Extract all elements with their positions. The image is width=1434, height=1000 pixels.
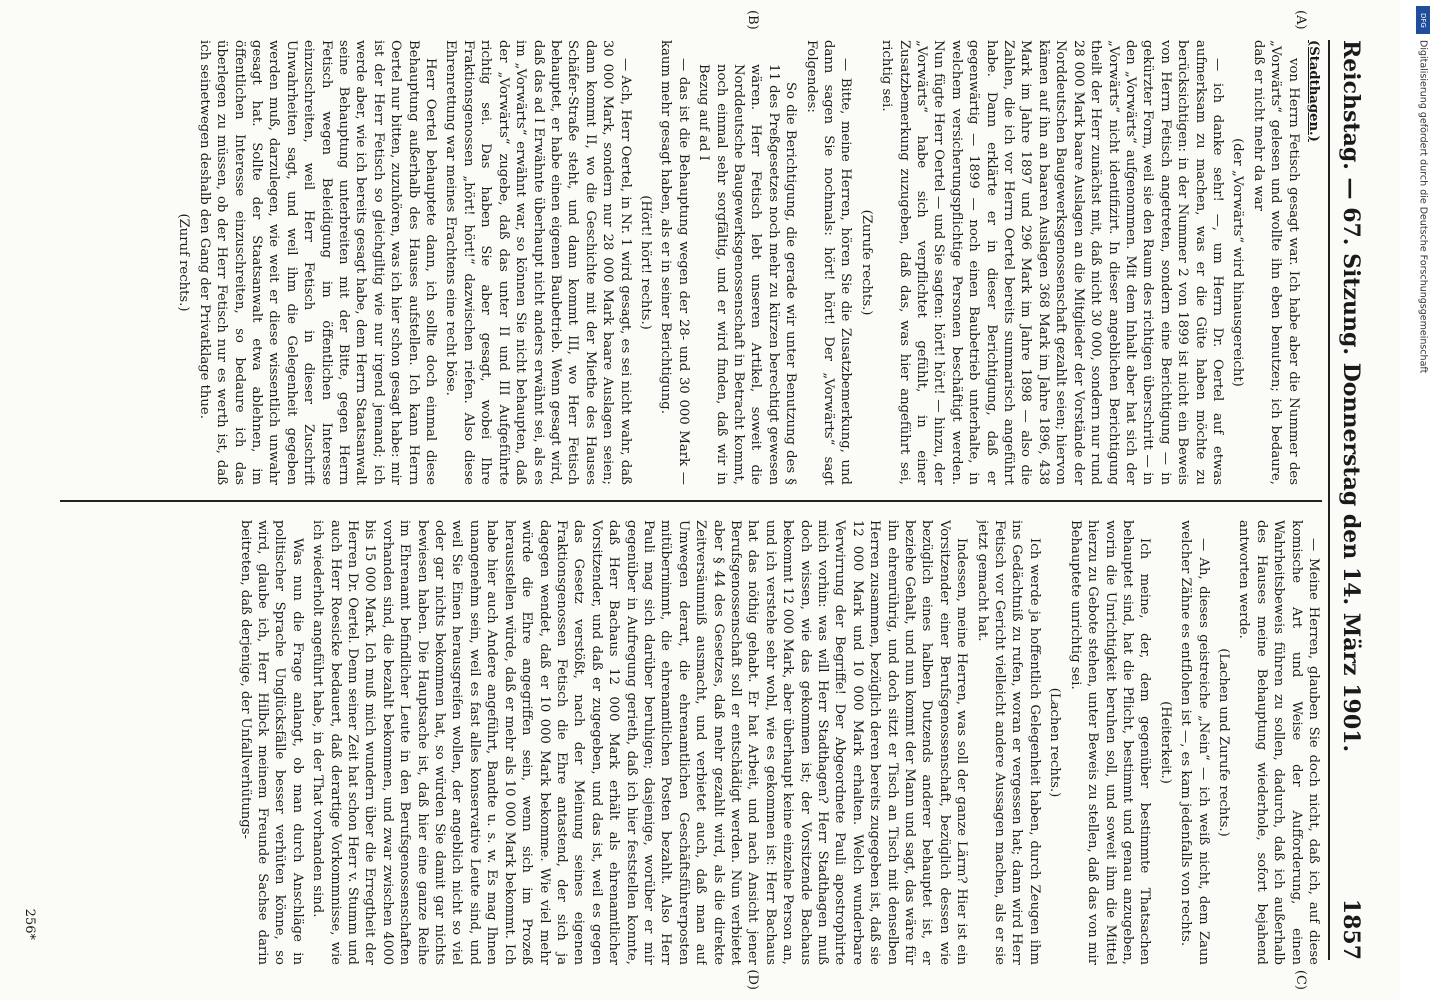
- speaker-label: (Stadthagen.): [1306, 40, 1321, 142]
- quoted-paragraph: So die Berichtigung, die gerade wir unter Benutzung des § 11 des Preßgesetzes noch mehr zu kürzen berechtigt gewesen wären. Herr Fetisch lebt unseren Artikel, soweit die Norddeutsche Baugewerksgenossenschaft in Betracht kommt, noch einmal sehr sorgfältig, und er wird finden, daß wir in Bezug auf ad I: [696, 64, 799, 485]
- interjection: (der „Vorwärts“ wird hinausgereicht): [1230, 138, 1246, 387]
- left-column: [40, 40, 1322, 485]
- paragraph: — das ist die Behauptung wegen der 28- und 30 000 Mark — kaum mehr gesagt haben, als er in seiner Berichtigung.: [658, 40, 691, 485]
- interjection: (Zuruf rechts.): [176, 213, 192, 312]
- margin-marker-b: (B): [745, 10, 760, 30]
- paragraph: — Meine Herren, glauben Sie doch nicht, daß ich, auf diese komische Art und Weise der Aufforderung, einen Wahrheitsbeweis führen zu sollen, dadurch, daß ich außerhalb des Hauses meine Behauptung wiederhole, sofort bejahend antworten werde.: [1236, 520, 1321, 965]
- paragraph: Herr Oertel behauptete dann, ich sollte doch einmal diese Behauptung außerhalb des Hauses aufstellen. Ich kann Herrn Oertel nur bitten, zuzuhören, was ich hier schon gesagt habe: mir ist der Herr Fetisch so gleichgiltig wie nur irgend jemand; ich werde aber, wie ich bereits gesagt habe, dem Herrn Staatsanwalt seine Behauptung unterbreiten mit der Bitte, gegen Herrn Fetisch wegen Beleidigung im öffentlichen Interesse einzuschreiten, weil Herr Fetisch in dieser Zuschrift Unwahrheiten sagt, und weil ihm die Gelegenheit gegeben werden muß, darzulegen, wie weit er diese wissentlich unwahr gesagt hat. Sollte der Staatsanwalt etwa ablehnen, im öffentlichen Interesse einzuschreiten, so bedaure ich das überlegen zu müssen, ob der Herr Fetisch nur es werth ist, daß ich seinetwegen deshalb den Gang der Privatklage thue.: [196, 40, 439, 485]
- header-rule: [1328, 40, 1330, 960]
- paragraph: von Herrn Fetisch gesagt war. Ich habe aber die Nummer des „Vorwärts“ gelesen und wollte ihn eben benutzen; ich bedaure, daß er nicht mehr da war: [1250, 40, 1301, 485]
- column-divider: [60, 500, 1322, 502]
- margin-marker-a: (A): [1293, 10, 1308, 30]
- digitization-credit: [1412, 0, 1434, 1000]
- margin-marker-d: (D): [745, 969, 760, 990]
- paragraph: Ich werde ja hoffentlich Gelegenheit haben, durch Zeugen ihm ins Gedächtniß zu rufen, woran er vergessen hat; dann wird Herr Fetisch vor Gericht vielleicht andere Aussagen machen, als er sie jetzt gemacht hat.: [974, 520, 1042, 965]
- interjection: (Zurufe rechts.): [858, 209, 874, 316]
- margin-marker-c: (C): [1293, 969, 1308, 990]
- paragraph: — Ah, dieses geistreiche „Nein“ — ich weiß nicht, dem Zaun welcher Zähne es entflohen ist —, es kam jedenfalls von rechts.: [1178, 520, 1211, 965]
- digitization-credit-text: Digitalisierung gefördert durch die Deutsche Forschungsgemeinschaft: [1417, 40, 1429, 374]
- interjection: (Hört! hört! rechts.): [637, 195, 653, 330]
- interjection: (Lachen rechts.): [1047, 687, 1063, 798]
- paragraph: — Bitte, meine Herren, hören Sie die Zusatzbemerkung, und dann sagen Sie nochmals: hört! hört! Der „Vorwärts“ sagt Folgendes:: [803, 40, 854, 485]
- page-number: 1857: [1338, 898, 1364, 960]
- interjection: (Heiterkeit.): [1157, 701, 1173, 784]
- right-column: [40, 520, 1322, 965]
- paragraph: Ich meine, der, dem gegenüber bestimmte Thatsachen behauptet sind, hat die Pflicht, bestimmt und genau anzugeben, worin die Unrichtigkeit beruhen soll, und soweit ihm die Mittel hierzu zu Gebote stehen, unter Beweis zu stellen, daß das von mir Behauptete unrichtig sei.: [1067, 520, 1153, 965]
- page-header: [1338, 40, 1400, 960]
- dfg-logo: DFG: [1416, 6, 1430, 34]
- interjection: (Lachen und Zurufe rechts.): [1215, 648, 1231, 837]
- paragraph: — ich danke sehr! —, um Herrn Dr. Oertel auf etwas aufmerksam zu machen, was er die Güte haben möchte zu berücksichtigen: in der Nummer 2 von 1899 ist nicht ein Beweis von Herrn Fetisch angetreten, sondern eine Berichtigung — in gekürzter Form, weil sie den Raum des richtigen überschritt — in den „Vorwärts“ aufgenommen. Mit dem Inhalt aber hat sich der „Vorwärts“ nicht identifizirt. In dieser angeblichen Berichtigung theilt der Herr zunächst mit, daß nicht 30 000, sondern nur rund 28 000 Mark baare Auslagen an die Mitglieder der Vorstände der Norddeutschen Baugewerksgenossenschaft gezahlt seien; hiervon kämen auf ihn an baaren Auslagen 368 Mark im Jahre 1896, 438 Mark im Jahre 1897 und 296 Mark im Jahre 1898 — also die Zahlen, die ich vor Herrn Oertel bereits summarisch angeführt habe. Dann erklärte er in dieser Berichtigung, daß er gegenwärtig — 1899 — noch einen Baubetrieb unterhalte, in welchem versicherungspflichtige Personen beschäftigt werden. Nun fügte Herr Oertel — und Sie sagten: hört! hört! — hinzu, der „Vorwärts“ habe sich verpflichtet gefühlt, in einer Zusatzbemerkung zuzugeben, daß das, was hier angeführt sei, richtig sei.: [879, 40, 1225, 485]
- signature-mark: 256*: [22, 908, 37, 940]
- paragraph: Was nun die Frage anlangt, ob man durch Anschläge in politischer Sprache Unglücksfälle besser verhüten könne, so wird, glaube ich, Herr Hilbck meinem Freunde Sachse darin beitreten, daß derjenige, der Unfallverhütungs-: [237, 520, 305, 965]
- paragraph: Indessen, meine Herren, was soll der ganze Lärm? Hier ist ein Vorsitzender einer Berufsgenossenschaft, bezüglich dessen wie bezüglich eines halben Dutzends anderer behauptet ist, er beziehe Gehalt, und nun kommt der Mann und sagt, das wäre für ihn ehrenrührig, und doch sitzt er Tisch an Tisch mit denselben Herren zusammen, bezüglich deren bereits zugegeben ist, daß sie 12 000 Mark und 10 000 Mark erhalten. Welch wunderbare Verwirrung der Begriffe! Der Abgeordnete Pauli apostrophirte mich vorhin: was will Herr Stadthagen? Herr Stadthagen muß doch wissen, wie das gekommen ist; der Vorsitzende Bachaus bekommt 12 000 Mark, aber überhaupt keine einzelne Person an, und ich verstehe sehr wohl, wie es gekommen ist: Herr Bachaus hat das nöthig gehabt. Er hat Arbeit, und nach Ansicht jener Berufsgenossenschaft soll er entschädigt werden. Nun verbietet aber § 44 des Gesetzes, daß mehr gezahlt wird, als die direkte Zeitversäumniß ausmacht, und verbietet auch, daß man auf Umwegen derart, die ehrenamtlichen Geschäftsführerposten mitübernimmt, die ehrenamtlichen Posten bezahlt. Also Herr Pauli mag sich darüber beruhigen; dasjenige, worüber er mir gegenüber in Aufregung gerieth, daß ich hier feststellen konnte, daß Herr Bachaus 12 000 Mark erhält als ehrenamtlicher Vorsitzender, und daß er zugegeben, und das ist, weil es gegen das Gesetz verstößt, nach der Meinung seines eigenen Fraktionsgenossen Fetisch die Ehre antastend, der sich ja dagegen wendet, daß er 10 000 Mark bekomme. Wie viel mehr würde die Ehre angegriffen sein, wenn sich im Prozeß herausstellen würde, daß er mehr als 10 000 Mark bekommt. Ich habe hier auch Andere angeführt, Bandte u. s. w. Es mag Ihnen unangenehm sein, weil es fast alles konservative Leute sind, und weil Sie Einen herausgreifen wollen, der angeblich nicht so viel oder gar nichts bekommen hat, so würden Sie damit gar nichts bewiesen haben. Die Hauptsache ist, daß hier eine ganze Reihe im Ehrenamt befindlicher Leute in den Berufsgenossenschaften vorhanden sind, die bezahlt bekommen, und zwar zwischen 4000 bis 15 000 Mark. Ich muß mich wundern über die Erregtheit der Herren Dr. Oertel. Denn seiner Zeit hat schon Herr v. Stumm und auch Herr Roesicke bedauert, daß derartige Vorkommnisse, wie ich wiederholt angeführt habe, in der That vorhanden sind.: [310, 520, 970, 965]
- paragraph: — Ach, Herr Oertel, in Nr. 1 wird gesagt, es sei nicht wahr, daß 30 000 Mark, sondern nur 28 000 Mark baare Auslagen seien; dann kommt II, wo die Geschichte mit der Miethe des Hauses Schäfer-Straße steht, und dann kommt III, wo Herr Fetisch behauptet, er habe einen eigenen Baubetrieb. Wenn gesagt wird, daß das ad I Erwähnte überhaupt nicht anders erwähnt sei, als es im „Vorwärts“ erwähnt war, so können Sie nicht behaupten, daß der „Vorwärts“ zugebe, daß das unter II und III Aufgeführte richtig sei. Das haben Sie aber gesagt, wobei Ihre Fraktionsgenossen „hört! hört!“ dazwischen riefen. Also diese Ehrenrettung war meines Erachtens eine recht böse.: [443, 40, 633, 485]
- running-head: Reichstag. — 67. Sitzung. Donnerstag den 14. März 1901.: [1338, 40, 1364, 753]
